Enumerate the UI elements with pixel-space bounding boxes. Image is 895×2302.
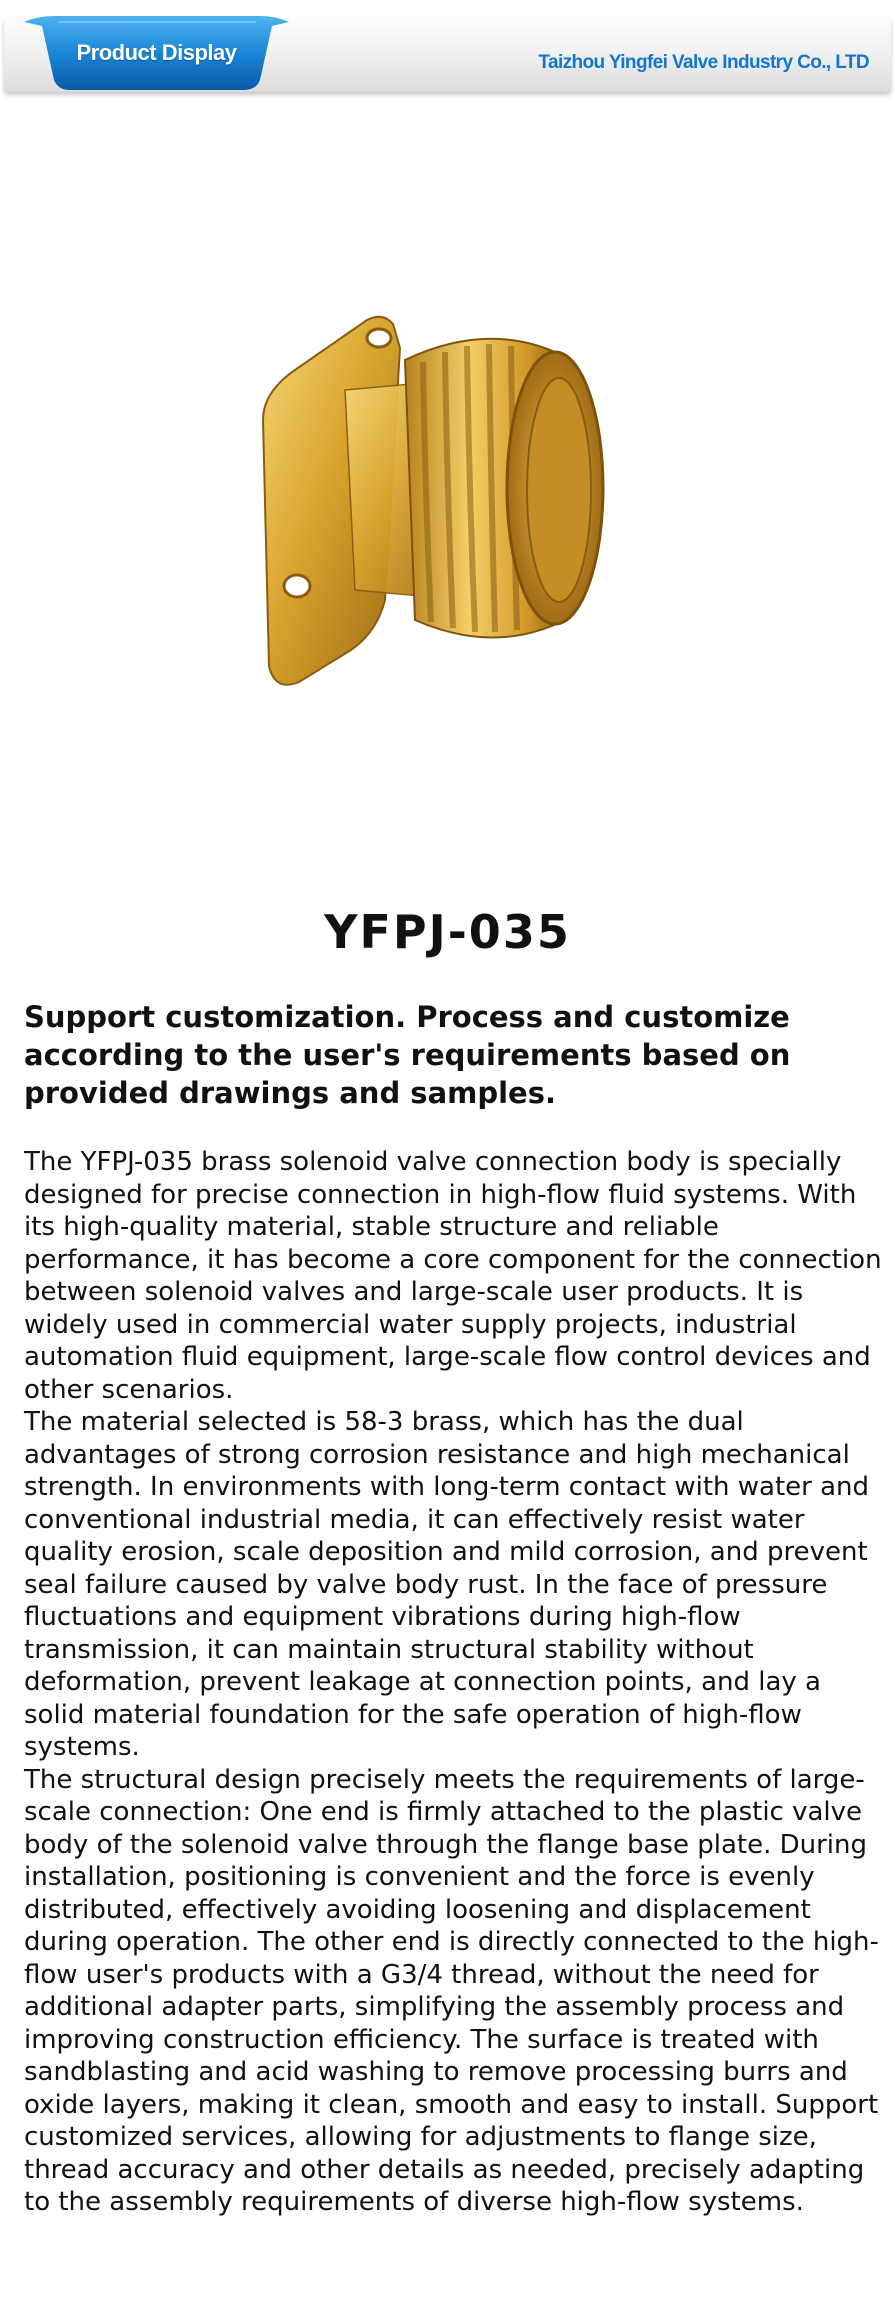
- product-description: [24, 1146, 886, 2219]
- description-paragraph: The material selected is 58-3 brass, which has the dual advantages of strong corrosion resistance and high mechanical strength. In environments with long-term contact with water and conventional industrial media, it can effectively resist water quality erosion, scale deposition and mild corrosion, and prevent seal failure caused by valve body rust. In the face of pressure fluctuations and equipment vibrations during high-flow transmission, it can maintain structural stability without deformation, prevent leakage at connection points, and lay a solid material foundation for the safe operation of high-flow systems.: [24, 1407, 870, 1762]
- brass-fitting-icon: [255, 300, 635, 700]
- customization-heading: Support customization. Process and customize according to the user's requirements based on provided drawings and samples.: [24, 1000, 791, 1110]
- description-paragraph: The YFPJ-035 brass solenoid valve connection body is specially designed for precise connection in high-flow fluid systems. With its high-quality material, stable structure and reliable performance, it has become a core component for the connection between solenoid valves and large-scale user products. It is widely used in commercial water supply projects, industrial automation fluid equipment, large-scale flow control devices and other scenarios.: [24, 1147, 882, 1405]
- company-name: Taizhou Yingfei Valve Industry Co., LTD: [538, 52, 869, 73]
- product-model: YFPJ-035: [324, 905, 571, 959]
- description-paragraph: The structural design precisely meets the requirements of large-scale connection: One end is firmly attached to the plastic valve body of the solenoid valve through the flange base plate. During installation, positioning is convenient and the force is evenly distributed, effectively avoiding loosening and displacement during operation. The other end is directly connected to the high-flow user's products with a G3/4 thread, without the need for additional adapter parts, simplifying the assembly process and improving construction efficiency. The surface is treated with sandblasting and acid washing to remove processing burrs and oxide layers, making it clean, smooth and easy to install. Support customized services, allowing for adjustments to flange size, thread accuracy and other details as needed, precisely adapting to the assembly requirements of diverse high-flow systems.: [24, 1764, 879, 2217]
- product-image: [255, 300, 635, 700]
- product-display-tab: [24, 14, 289, 94]
- header-bar: [4, 18, 891, 92]
- tab-label: Product Display: [76, 40, 237, 65]
